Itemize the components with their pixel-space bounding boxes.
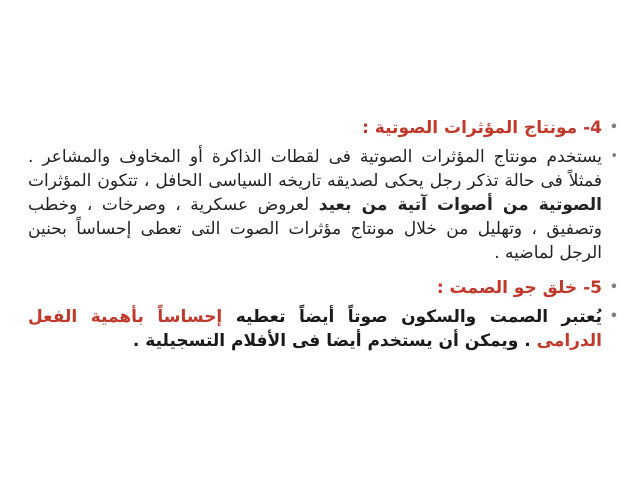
- section-5-body-red: إحساساً بأهمية الفعل الدرامى: [28, 307, 602, 351]
- section-5-heading: [28, 276, 620, 300]
- bullet-icon: •: [609, 120, 618, 135]
- section-4-body-bold: الصوتية من أصوات آتية من بعيد: [318, 195, 603, 215]
- section-5-body: [28, 305, 620, 353]
- section-4-heading: [28, 116, 620, 140]
- section-4-body: [28, 145, 620, 265]
- section-4-heading-text: 4- مونتاج المؤثرات الصوتية :: [362, 118, 602, 138]
- bullet-icon: •: [609, 309, 618, 324]
- section-5-body-tail: . ويمكن أن يستخدم أيضا فى الأفلام التسجيلية .: [132, 331, 537, 351]
- slide-content: [28, 116, 620, 364]
- section-5-heading-text: 5- خلق جو الصمت :: [436, 278, 602, 298]
- bullet-icon: •: [610, 149, 618, 164]
- bullet-icon: •: [609, 280, 618, 295]
- section-4-body-part2: لعروض عسكرية ، وصرخات ، وخطب وتصفيق ، وتهليل من خلال مونتاج مؤثرات الصوت التى تعطى إحساساً بحنين الرجل لماضيه .: [28, 195, 602, 263]
- section-4-body-part1: يستخدم مونتاج المؤثرات الصوتية فى لقطات الذاكرة أو المخاوف والمشاعر . فمثلاً فى حالة تذكر رجل يحكى لصديقه تاريخه السياسى الحافل ، تتكون المؤثرات: [28, 147, 602, 191]
- section-5-body-dark: يُعتبر الصمت والسكون صوتاً أيضاً تعطيه: [222, 307, 602, 327]
